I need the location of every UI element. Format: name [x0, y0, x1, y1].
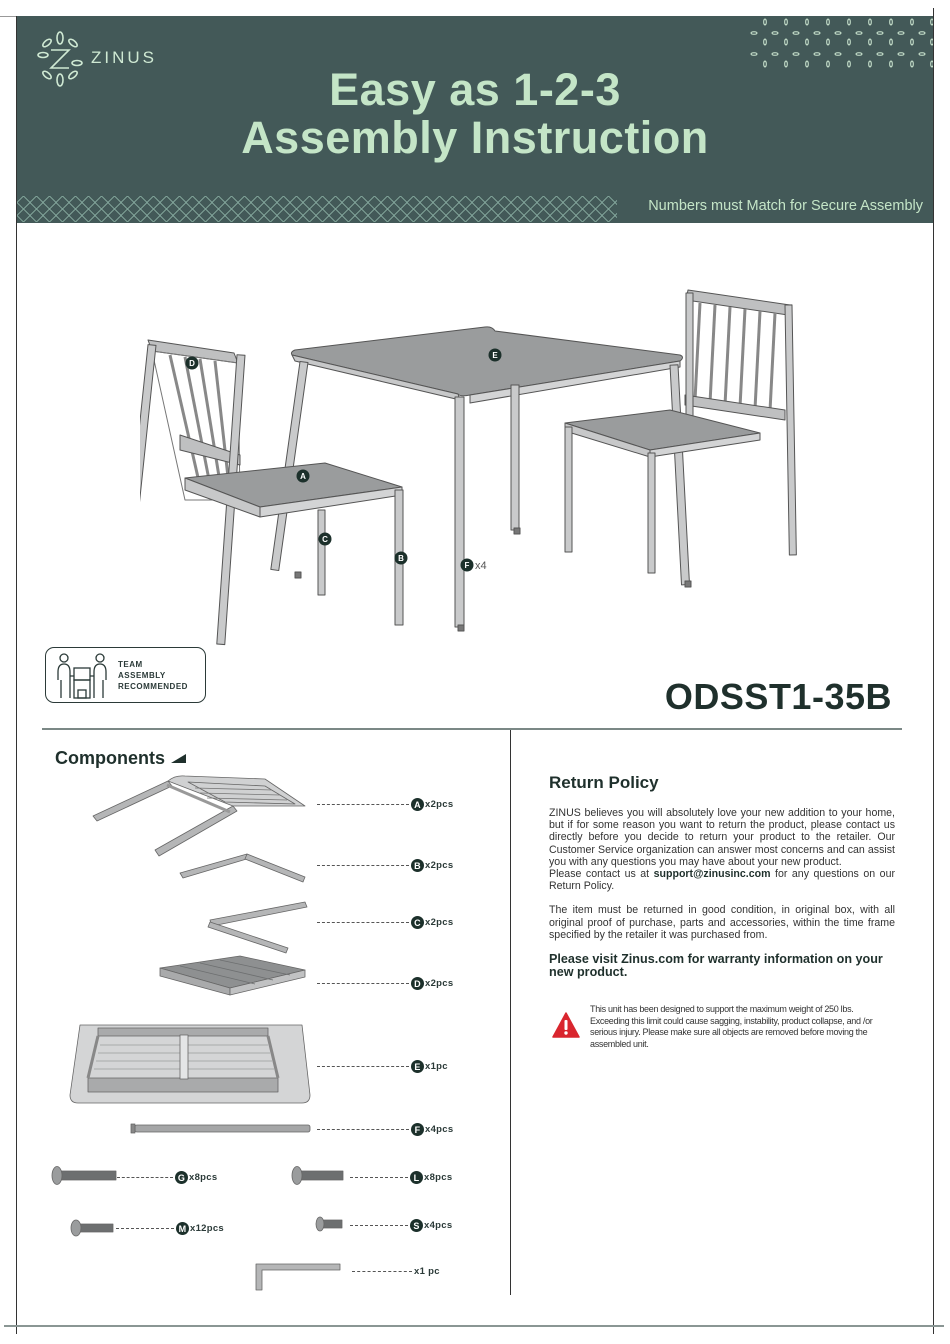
two-people-lifting-icon: [54, 650, 110, 700]
column-divider: [510, 730, 511, 1295]
support-email-link[interactable]: support@zinusinc.com: [653, 868, 771, 881]
triangle-icon: [171, 754, 186, 763]
page-title: [17, 66, 933, 162]
callout-f: [461, 559, 487, 573]
warning-triangle-icon: [552, 1012, 580, 1038]
team-assembly-text: TEAM ASSEMBLY RECOMMENDED: [118, 659, 188, 691]
callout-e: [489, 349, 502, 362]
return-conditions: The item must be returned in good condition, in original box, with all original proof of purchase, parts and accessories, within the time frame specified by the retailer it was purchased from.: [549, 904, 895, 941]
part-label-e: E x1pc: [317, 1060, 448, 1073]
part-label-f: F x4pcs: [317, 1123, 453, 1136]
model-number: ODSST1-35B: [664, 676, 892, 717]
part-m-bolt-image: [71, 1220, 113, 1236]
svg-text:E: E: [492, 351, 498, 360]
return-policy-section: [549, 773, 895, 978]
callout-c: [319, 533, 332, 546]
part-label-a: A x2pcs: [317, 798, 453, 811]
part-label-allen-key: x1 pc: [352, 1266, 440, 1277]
svg-text:B: B: [398, 554, 404, 563]
part-label-b: B x2pcs: [317, 859, 453, 872]
part-label-s: S x4pcs: [350, 1219, 452, 1232]
part-e-image: [70, 1025, 310, 1103]
svg-text:C: C: [322, 535, 328, 544]
header-banner: [17, 16, 933, 223]
dot-pattern-decoration: [743, 16, 933, 72]
part-label-c: C x2pcs: [317, 916, 453, 929]
callout-a: [297, 470, 310, 483]
return-policy-intro: ZINUS believes you will absolutely love your new addition to your home, but if for some reason you want to return the product, please contact us directly before you decide to return your product to the retailer. Our Customer Service organization can answer most concerns and can assist you with any questions you may have about your new product. Please contact us at support@zinusinc.com for any questions on our Return Policy.: [549, 807, 895, 893]
svg-text:x4: x4: [475, 560, 487, 572]
warning-text: This unit has been designed to support the maximum weight of 250 lbs. Exceeding this limit could cause sagging, instability, product collapse, and /or serious injury. Please make sure all objects are removed before moving the assembled unit.: [590, 1004, 873, 1049]
part-b-image: [180, 854, 305, 882]
svg-text:F: F: [464, 561, 470, 570]
callout-d: [186, 357, 199, 370]
part-d-image: [160, 956, 305, 995]
part-g-bolt-image: [52, 1167, 116, 1185]
page-border-right: [933, 8, 934, 1334]
part-a-image: [93, 776, 305, 856]
lattice-pattern-decoration: [17, 196, 617, 222]
page-border-bottom: [4, 1325, 944, 1327]
brand-name: ZINUS: [91, 48, 157, 67]
part-f-image: [131, 1124, 310, 1133]
part-label-m: M x12pcs: [116, 1222, 224, 1235]
weight-warning: [552, 1004, 882, 1050]
team-assembly-badge: [45, 647, 206, 703]
warranty-notice: Please visit Zinus.com for warranty information on your new product.: [549, 952, 883, 979]
part-label-g: G x8pcs: [117, 1171, 217, 1184]
part-label-l: L x8pcs: [350, 1171, 452, 1184]
callout-b: [395, 552, 408, 565]
allen-key-image: [256, 1264, 340, 1290]
subtitle: Numbers must Match for Secure Assembly: [648, 198, 923, 214]
part-l-bolt-image: [292, 1167, 343, 1185]
part-s-bolt-image: [316, 1217, 342, 1231]
part-label-d: D x2pcs: [317, 977, 453, 990]
return-policy-heading: Return Policy: [549, 773, 659, 792]
components-heading: Components: [55, 748, 186, 769]
svg-text:D: D: [189, 359, 195, 368]
title-line-1: Easy as 1-2-3: [329, 64, 621, 115]
section-divider: [42, 728, 902, 730]
product-illustration: [140, 285, 820, 650]
title-line-2: Assembly Instruction: [241, 112, 709, 163]
svg-text:A: A: [300, 472, 306, 481]
part-c-image: [208, 902, 307, 953]
